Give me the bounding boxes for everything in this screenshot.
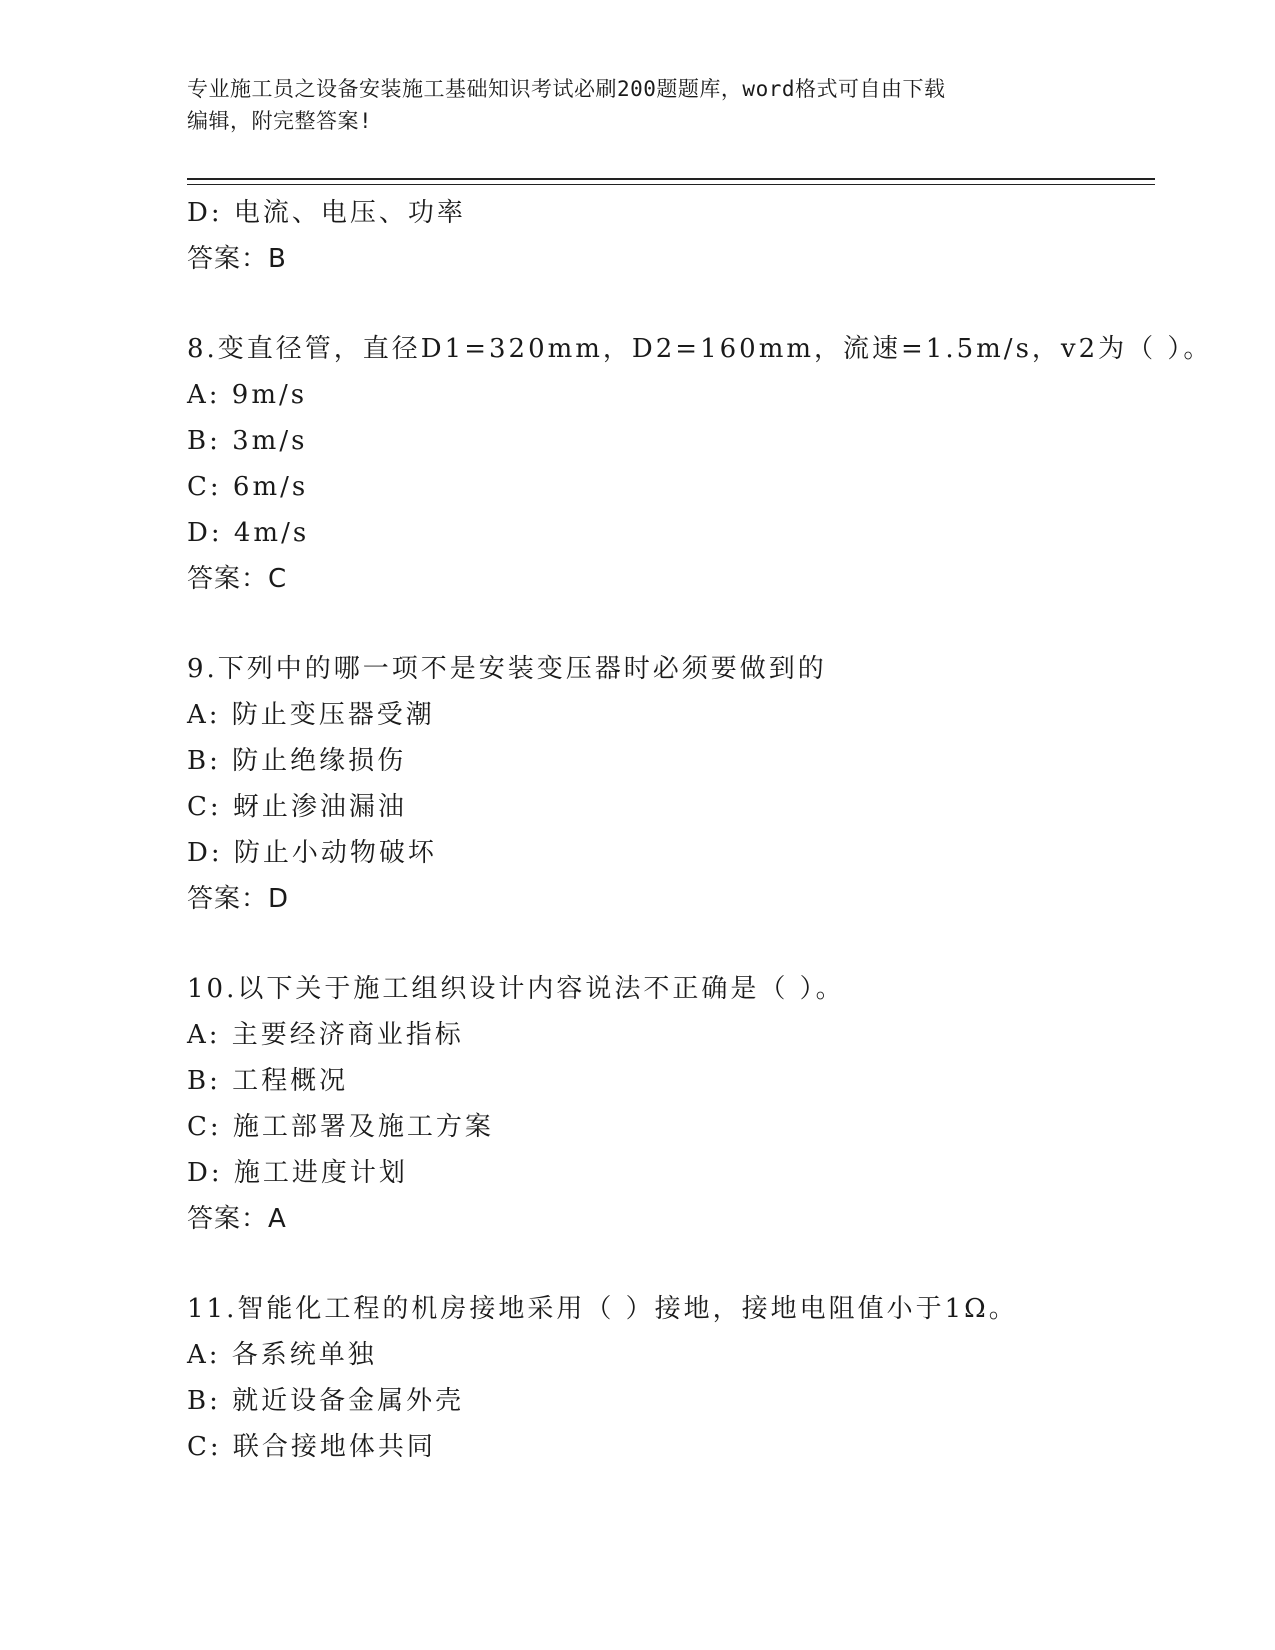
option-b: B: 防止绝缘损伤 [187,746,407,776]
option-b: B: 3m/s [187,426,308,456]
option-d: D: 施工进度计划 [187,1158,408,1188]
question-content [187,190,1213,1470]
question-8 [187,326,1213,602]
option-d: D: 4m/s [187,518,310,548]
answer: 答案：A [187,1204,287,1234]
header-line-2: 编辑，附完整答案! [187,109,373,133]
option-c: C: 施工部署及施工方案 [187,1112,494,1142]
option-c: C: 蚜止渗油漏油 [187,792,407,822]
question-stem: 8.变直径管，直径D1=320mm，D2=160mm，流速=1.5m/s，v2为（ ）。 [187,334,1213,364]
option-b: B: 工程概况 [187,1066,349,1096]
question-9 [187,646,1155,922]
header-divider-thin [187,184,1155,185]
header-line-1: 专业施工员之设备安装施工基础知识考试必刷200题题库，word格式可自由下载 [187,77,946,101]
document-header [187,73,1067,137]
option-a: A: 各系统单独 [187,1340,377,1370]
answer-fragment: 答案：B [187,244,287,274]
header-divider-thick [187,178,1155,180]
option-c: C: 联合接地体共同 [187,1432,436,1462]
option-b: B: 就近设备金属外壳 [187,1386,465,1416]
question-stem: 11.智能化工程的机房接地采用（ ）接地，接地电阻值小于1Ω。 [187,1294,1018,1324]
option-d-fragment: D: 电流、电压、功率 [187,198,466,228]
answer: 答案：D [187,884,290,914]
question-10 [187,966,1155,1242]
question-stem: 9.下列中的哪一项不是安装变压器时必须要做到的 [187,654,827,684]
option-a: A: 防止变压器受潮 [187,700,435,730]
answer: 答案：C [187,564,288,594]
option-c: C: 6m/s [187,472,309,502]
option-a: A: 9m/s [187,380,308,410]
option-d: D: 防止小动物破坏 [187,838,437,868]
option-a: A: 主要经济商业指标 [187,1020,464,1050]
question-stem: 10.以下关于施工组织设计内容说法不正确是（ ）。 [187,974,845,1004]
question-11 [187,1286,1155,1470]
